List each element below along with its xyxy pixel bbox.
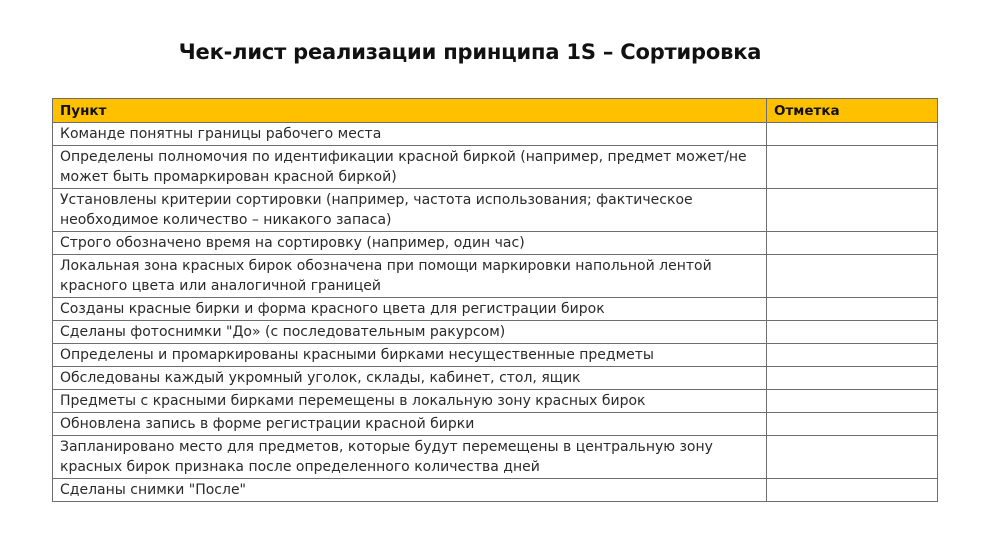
mark-cell[interactable] xyxy=(767,255,938,298)
column-header-mark: Отметка xyxy=(767,99,938,123)
table-row xyxy=(53,255,938,298)
mark-cell[interactable] xyxy=(767,479,938,502)
item-cell: Запланировано место для предметов, которые будут перемещены в центральную зону красных бирок признака после определенного количества дней xyxy=(53,436,767,479)
column-header-item: Пункт xyxy=(53,99,767,123)
item-cell: Установлены критерии сортировки (например, частота использования; фактическое необходимое количество – никакого запаса) xyxy=(53,189,767,232)
mark-cell[interactable] xyxy=(767,344,938,367)
item-cell: Обновлена запись в форме регистрации красной бирки xyxy=(53,413,767,436)
table-header-row xyxy=(53,99,938,123)
item-cell: Обследованы каждый укромный уголок, склады, кабинет, стол, ящик xyxy=(53,367,767,390)
table-row xyxy=(53,344,938,367)
item-cell: Локальная зона красных бирок обозначена при помощи маркировки напольной лентой красного цвета или аналогичной границей xyxy=(53,255,767,298)
mark-cell[interactable] xyxy=(767,189,938,232)
mark-cell[interactable] xyxy=(767,298,938,321)
mark-cell[interactable] xyxy=(767,413,938,436)
checklist-table xyxy=(52,98,938,502)
table-row xyxy=(53,189,938,232)
table-row xyxy=(53,436,938,479)
table-row xyxy=(53,390,938,413)
mark-cell[interactable] xyxy=(767,146,938,189)
mark-cell[interactable] xyxy=(767,390,938,413)
item-cell: Команде понятны границы рабочего места xyxy=(53,123,767,146)
table-row xyxy=(53,298,938,321)
mark-cell[interactable] xyxy=(767,321,938,344)
table-row xyxy=(53,232,938,255)
item-cell: Определены полномочия по идентификации красной биркой (например, предмет может/не может быть промаркирован красной биркой) xyxy=(53,146,767,189)
mark-cell[interactable] xyxy=(767,123,938,146)
table-row xyxy=(53,321,938,344)
table-row xyxy=(53,146,938,189)
table-row xyxy=(53,367,938,390)
item-cell: Предметы с красными бирками перемещены в локальную зону красных бирок xyxy=(53,390,767,413)
item-cell: Сделаны фотоснимки "До» (с последовательным ракурсом) xyxy=(53,321,767,344)
item-cell: Строго обозначено время на сортировку (например, один час) xyxy=(53,232,767,255)
page-title: Чек-лист реализации принципа 1S – Сортировка xyxy=(178,40,762,64)
mark-cell[interactable] xyxy=(767,367,938,390)
mark-cell[interactable] xyxy=(767,436,938,479)
item-cell: Сделаны снимки "После" xyxy=(53,479,767,502)
mark-cell[interactable] xyxy=(767,232,938,255)
table-row xyxy=(53,413,938,436)
item-cell: Определены и промаркированы красными бирками несущественные предметы xyxy=(53,344,767,367)
item-cell: Созданы красные бирки и форма красного цвета для регистрации бирок xyxy=(53,298,767,321)
table-row xyxy=(53,123,938,146)
table-row xyxy=(53,479,938,502)
